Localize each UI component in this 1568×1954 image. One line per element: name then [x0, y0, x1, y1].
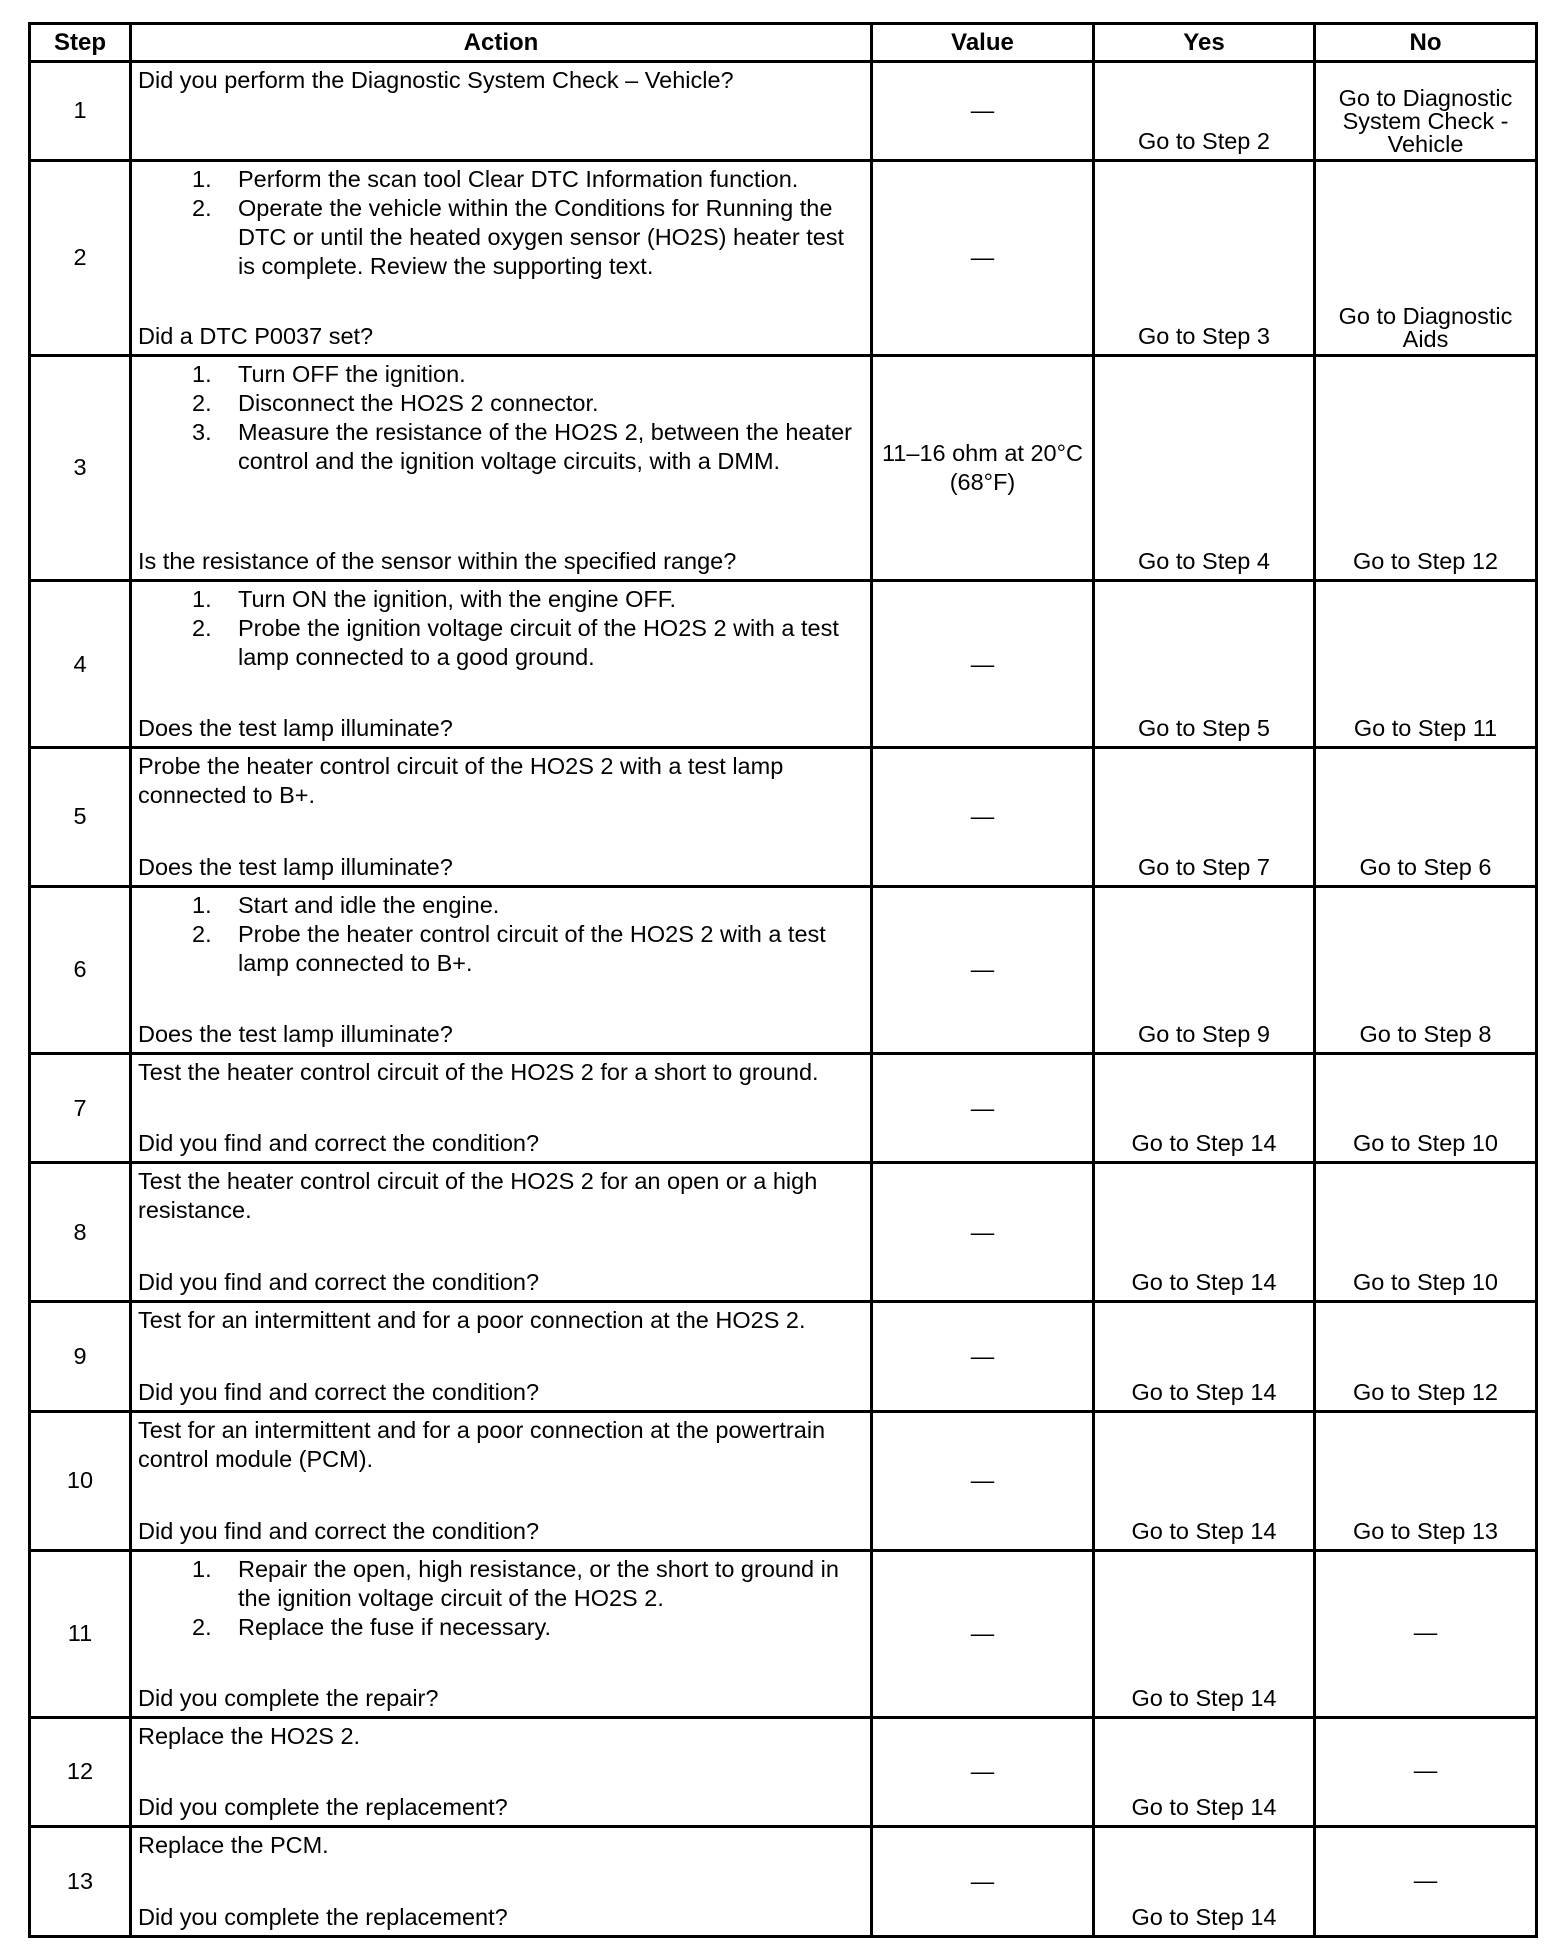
action-step-number: 1. — [192, 165, 212, 192]
yes-cell: Go to Step 5 — [1094, 581, 1315, 748]
action-question: Did you complete the replacement? — [138, 1794, 508, 1821]
action-question: Did you find and correct the condition? — [138, 1378, 540, 1405]
action-intro: Probe the heater control circuit of the HO2S 2 with a test lamp connected to B+. — [138, 753, 784, 808]
action-question: Did you find and correct the condition? — [138, 1130, 540, 1157]
action-question: Did a DTC P0037 set? — [138, 322, 374, 349]
action-step — [138, 194, 866, 281]
action-cell — [131, 355, 872, 580]
no-cell: Go to Step 11 — [1315, 581, 1537, 748]
table-row — [30, 886, 1537, 1053]
step-number: 5 — [30, 748, 131, 887]
action-cell — [131, 62, 872, 161]
action-step — [138, 585, 866, 614]
action-intro: Test for an intermittent and for a poor connection at the HO2S 2. — [138, 1307, 806, 1334]
action-step — [138, 1555, 866, 1613]
action-question: Does the test lamp illuminate? — [138, 1020, 453, 1047]
step-number: 7 — [30, 1053, 131, 1163]
value-cell: 11–16 ohm at 20°C (68°F) — [872, 355, 1094, 580]
step-number: 12 — [30, 1717, 131, 1827]
no-cell: Go to Step 12 — [1315, 355, 1537, 580]
action-steps-list — [138, 891, 866, 978]
action-step-text: Operate the vehicle within the Conditions for Running the DTC or until the heated oxygen sensor (HO2S) heater test is complete. Review the supporting text. — [238, 194, 845, 279]
no-cell: Go to Step 8 — [1315, 886, 1537, 1053]
header-yes: Yes — [1094, 24, 1315, 62]
action-step-text: Measure the resistance of the HO2S 2, between the heater control and the ignition voltage circuits, with a DMM. — [238, 418, 852, 474]
action-step — [138, 165, 866, 194]
action-question: Did you complete the repair? — [138, 1684, 439, 1711]
action-question: Did you find and correct the condition? — [138, 1517, 540, 1544]
no-cell: Go to Step 13 — [1315, 1411, 1537, 1550]
header-no: No — [1315, 24, 1537, 62]
action-content — [132, 1303, 870, 1410]
table-row — [30, 1302, 1537, 1412]
action-intro: Test for an intermittent and for a poor connection at the powertrain control module (PCM). — [138, 1416, 826, 1472]
action-step-text: Repair the open, high resistance, or the short to ground in the ignition voltage circuit of the HO2S 2. — [238, 1555, 839, 1611]
action-step — [138, 614, 866, 672]
value-cell: — — [872, 1163, 1094, 1302]
action-step — [138, 1613, 866, 1642]
value-cell: — — [872, 1827, 1094, 1937]
table-row — [30, 581, 1537, 748]
action-step-number: 1. — [192, 1555, 212, 1582]
action-content — [132, 888, 870, 1052]
yes-cell: Go to Step 9 — [1094, 886, 1315, 1053]
step-number: 2 — [30, 160, 131, 355]
action-content — [132, 749, 870, 885]
action-intro: Did you perform the Diagnostic System Check – Vehicle? — [138, 67, 734, 93]
action-step-number: 2. — [192, 194, 212, 221]
action-step-number: 2. — [192, 920, 212, 947]
step-number: 1 — [30, 62, 131, 161]
yes-cell: Go to Step 2 — [1094, 62, 1315, 161]
table-row — [30, 1717, 1537, 1827]
value-cell: — — [872, 886, 1094, 1053]
value-cell: — — [872, 1550, 1094, 1717]
action-cell — [131, 886, 872, 1053]
no-cell: Go to Step 6 — [1315, 748, 1537, 887]
yes-cell: Go to Step 14 — [1094, 1717, 1315, 1827]
yes-cell: Go to Step 14 — [1094, 1411, 1315, 1550]
no-cell: Go to Step 10 — [1315, 1053, 1537, 1163]
action-content — [132, 1828, 870, 1935]
action-cell — [131, 1163, 872, 1302]
value-cell: — — [872, 62, 1094, 161]
value-cell: — — [872, 160, 1094, 355]
action-content — [132, 162, 870, 354]
action-intro: Test the heater control circuit of the HO2S 2 for an open or a high resistance. — [138, 1168, 818, 1224]
yes-cell: Go to Step 7 — [1094, 748, 1315, 887]
step-number: 3 — [30, 355, 131, 580]
action-step-text: Disconnect the HO2S 2 connector. — [238, 389, 599, 416]
table-row — [30, 748, 1537, 887]
action-step-text: Turn OFF the ignition. — [238, 360, 466, 387]
action-step — [138, 389, 866, 418]
yes-cell: Go to Step 14 — [1094, 1053, 1315, 1163]
action-step-number: 1. — [192, 360, 212, 387]
action-step — [138, 920, 866, 978]
yes-cell: Go to Step 14 — [1094, 1827, 1315, 1937]
table-row — [30, 1411, 1537, 1550]
action-cell — [131, 1550, 872, 1717]
yes-cell: Go to Step 4 — [1094, 355, 1315, 580]
action-question: Did you complete the replacement? — [138, 1904, 508, 1930]
no-cell: — — [1315, 1717, 1537, 1827]
action-content — [132, 1055, 870, 1162]
action-steps-list — [138, 360, 866, 476]
action-cell — [131, 1827, 872, 1937]
action-step — [138, 360, 866, 389]
action-step-number: 3. — [192, 418, 212, 445]
no-cell: — — [1315, 1550, 1537, 1717]
no-cell: Go to Step 12 — [1315, 1302, 1537, 1412]
table-row — [30, 160, 1537, 355]
action-cell — [131, 1411, 872, 1550]
action-step-text: Start and idle the engine. — [238, 891, 500, 918]
action-step — [138, 418, 866, 476]
action-cell — [131, 581, 872, 748]
step-number: 10 — [30, 1411, 131, 1550]
yes-cell: Go to Step 14 — [1094, 1550, 1315, 1717]
value-cell: — — [872, 1302, 1094, 1412]
value-cell: — — [872, 581, 1094, 748]
no-cell: Go to Diagnostic System Check - Vehicle — [1315, 62, 1537, 161]
action-question: Does the test lamp illuminate? — [138, 853, 453, 880]
action-steps-list — [138, 585, 866, 672]
step-number: 13 — [30, 1827, 131, 1937]
action-content — [132, 1413, 870, 1549]
step-number: 8 — [30, 1163, 131, 1302]
step-number: 6 — [30, 886, 131, 1053]
table-row — [30, 355, 1537, 580]
value-cell: — — [872, 1717, 1094, 1827]
no-cell: Go to Step 10 — [1315, 1163, 1537, 1302]
action-intro: Replace the PCM. — [138, 1832, 329, 1859]
table-row — [30, 1163, 1537, 1302]
action-step-text: Probe the heater control circuit of the HO2S 2 with a test lamp connected to B+. — [238, 920, 826, 976]
action-step-number: 1. — [192, 586, 212, 613]
table-row — [30, 1053, 1537, 1163]
diagnostic-table — [28, 22, 1538, 1938]
action-step-text: Turn ON the ignition, with the engine OFF. — [238, 586, 677, 613]
action-content — [132, 63, 870, 159]
action-step-number: 2. — [192, 389, 212, 416]
step-number: 11 — [30, 1550, 131, 1717]
table-row — [30, 62, 1537, 161]
action-cell — [131, 1053, 872, 1163]
action-intro: Replace the HO2S 2. — [138, 1722, 361, 1749]
value-cell: — — [872, 1053, 1094, 1163]
action-question: Did you find and correct the condition? — [138, 1269, 540, 1296]
header-value: Value — [872, 24, 1094, 62]
action-cell — [131, 1302, 872, 1412]
value-cell: — — [872, 1411, 1094, 1550]
action-step-text: Replace the fuse if necessary. — [238, 1613, 552, 1640]
no-cell: Go to Diagnostic Aids — [1315, 160, 1537, 355]
no-cell: — — [1315, 1827, 1537, 1937]
action-step-text: Probe the ignition voltage circuit of the HO2S 2 with a test lamp connected to a good ground. — [238, 615, 839, 671]
step-number: 9 — [30, 1302, 131, 1412]
action-content — [132, 1552, 870, 1716]
action-step-number: 1. — [192, 891, 212, 918]
action-question: Does the test lamp illuminate? — [138, 715, 453, 741]
action-content — [132, 1719, 870, 1826]
action-intro: Test the heater control circuit of the HO2S 2 for a short to ground. — [138, 1058, 819, 1085]
action-content — [132, 582, 870, 746]
table-row — [30, 1550, 1537, 1717]
action-cell — [131, 1717, 872, 1827]
action-step-number: 2. — [192, 1613, 212, 1640]
yes-cell: Go to Step 3 — [1094, 160, 1315, 355]
action-steps-list — [138, 1555, 866, 1642]
action-question: Is the resistance of the sensor within the specified range? — [138, 548, 737, 575]
header-action: Action — [131, 24, 872, 62]
action-step-text: Perform the scan tool Clear DTC Information function. — [238, 165, 799, 192]
action-content — [132, 357, 870, 579]
step-number: 4 — [30, 581, 131, 748]
yes-cell: Go to Step 14 — [1094, 1302, 1315, 1412]
value-cell: — — [872, 748, 1094, 887]
action-cell — [131, 748, 872, 887]
action-steps-list — [138, 165, 866, 281]
header-row — [30, 24, 1537, 62]
action-step-number: 2. — [192, 615, 212, 642]
header-step: Step — [30, 24, 131, 62]
action-cell — [131, 160, 872, 355]
action-step — [138, 891, 866, 920]
table-row — [30, 1827, 1537, 1937]
yes-cell: Go to Step 14 — [1094, 1163, 1315, 1302]
action-content — [132, 1164, 870, 1300]
